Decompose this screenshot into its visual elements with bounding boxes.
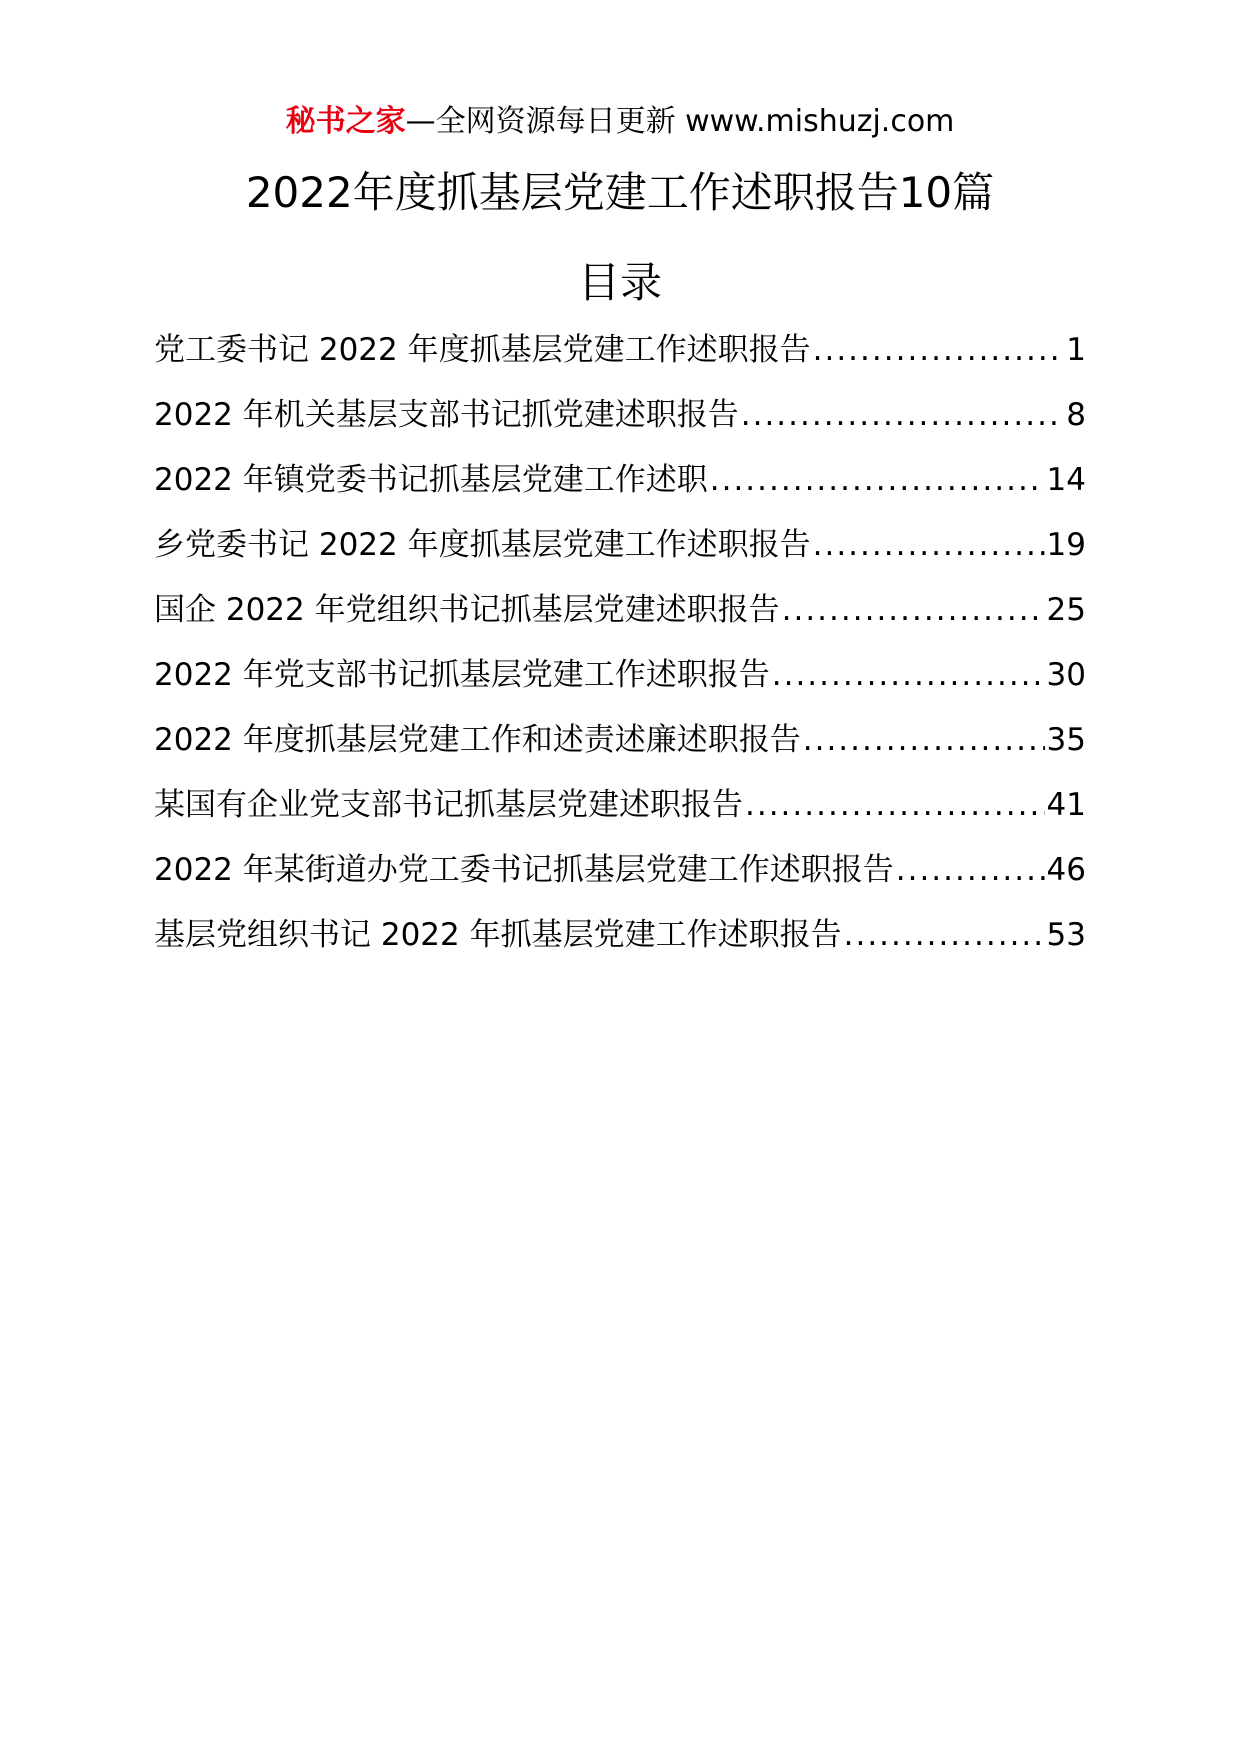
toc-entry-title: 2022 年某街道办党工委书记抓基层党建工作述职报告 xyxy=(154,852,894,888)
toc-dot-leader xyxy=(782,584,1045,636)
toc-entry-title: 党工委书记 2022 年度抓基层党建工作述职报告 xyxy=(154,332,811,368)
toc-entry-title: 2022 年镇党委书记抓基层党建工作述职 xyxy=(154,462,708,498)
toc-entry-title: 2022 年党支部书记抓基层党建工作述职报告 xyxy=(154,657,770,693)
toc-dot-leader xyxy=(896,844,1045,896)
toc-entry[interactable] xyxy=(154,714,1086,779)
toc-entry[interactable] xyxy=(154,454,1086,519)
toc-entry[interactable] xyxy=(154,844,1086,909)
toc-dot-leader xyxy=(710,454,1045,506)
toc-page-number: 25 xyxy=(1046,592,1086,628)
toc-entry[interactable] xyxy=(154,519,1086,584)
toc-entry[interactable] xyxy=(154,779,1086,844)
toc-page-number: 46 xyxy=(1046,852,1086,888)
toc-dot-leader xyxy=(772,649,1045,701)
toc-entry-title: 国企 2022 年党组织书记抓基层党建述职报告 xyxy=(154,592,780,628)
toc-dot-leader xyxy=(741,389,1065,441)
toc-entry[interactable] xyxy=(154,909,1086,974)
brand-name: 秘书之家 xyxy=(285,104,406,139)
toc-page-number: 35 xyxy=(1046,722,1086,758)
site-tagline: —全网资源每日更新 www.mishuzj.com xyxy=(405,104,955,139)
toc-dot-leader xyxy=(803,714,1045,766)
toc-entry-title: 2022 年机关基层支部书记抓党建述职报告 xyxy=(154,397,739,433)
toc-dot-leader xyxy=(813,519,1045,571)
toc-dot-leader xyxy=(745,779,1045,831)
toc-entry[interactable] xyxy=(154,584,1086,649)
toc-page-number: 8 xyxy=(1066,397,1086,433)
table-of-contents xyxy=(154,324,1086,974)
toc-entry[interactable] xyxy=(154,649,1086,714)
document-title: 2022年度抓基层党建工作述职报告10篇 xyxy=(245,168,995,217)
toc-heading: 目录 xyxy=(577,258,662,307)
toc-page-number: 53 xyxy=(1046,917,1086,953)
toc-page-number: 19 xyxy=(1046,527,1086,563)
toc-page-number: 30 xyxy=(1046,657,1086,693)
toc-dot-leader xyxy=(844,909,1045,961)
toc-entry-title: 某国有企业党支部书记抓基层党建述职报告 xyxy=(154,787,743,823)
toc-page-number: 41 xyxy=(1046,787,1086,823)
site-header xyxy=(0,102,1240,142)
toc-entry[interactable] xyxy=(154,389,1086,454)
toc-entry-title: 基层党组织书记 2022 年抓基层党建工作述职报告 xyxy=(154,917,842,953)
toc-dot-leader xyxy=(813,324,1065,376)
toc-entry[interactable] xyxy=(154,324,1086,389)
toc-page-number: 14 xyxy=(1046,462,1086,498)
toc-entry-title: 乡党委书记 2022 年度抓基层党建工作述职报告 xyxy=(154,527,811,563)
toc-page-number: 1 xyxy=(1066,332,1086,368)
toc-entry-title: 2022 年度抓基层党建工作和述责述廉述职报告 xyxy=(154,722,801,758)
